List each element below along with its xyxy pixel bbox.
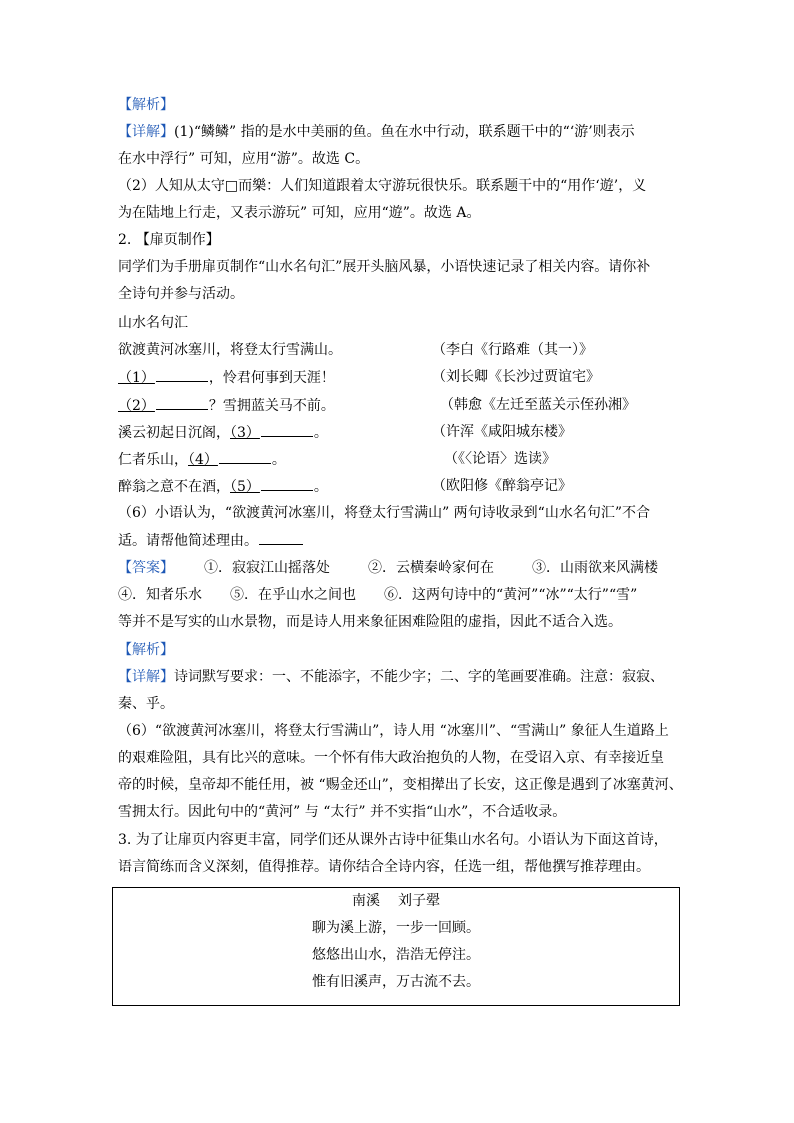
answer-line-3: 等并不是写实的山水景物，而是诗人用来象征困难险阻的虚指，因此不适合入选。 xyxy=(118,614,622,630)
poem-row-0-source: （李白《行路难（其一）》 xyxy=(432,342,593,358)
answer-1: ①．寂寂江山摇落处 xyxy=(204,560,330,576)
detail-line-2: 在水中浮行” 可知，应用“游”。故选 C。 xyxy=(118,151,370,167)
question-3-line-1: 3. 为了让扉页内容更丰富，同学们还从课外古诗中征集山水名句。小语认为下面这首诗， xyxy=(118,832,668,848)
poem-row-3-source: （许浑《咸阳城东楼》 xyxy=(432,424,572,440)
detail-label-1: 【详解】 xyxy=(118,124,174,140)
poem-row-4-end: 。 xyxy=(271,452,286,468)
analysis-2-line-3: （6）“欲渡黄河冰塞川，将登太行雪满山”，诗人用 “冰塞川”、“雪满山” 象征人生道路上 xyxy=(118,723,669,739)
analysis-header-1: 【解析】 xyxy=(118,97,174,113)
detail-line-4: 为在陆地上行走，又表示游玩” 可知，应用“遊”。故选 A。 xyxy=(118,205,481,221)
blank-3 xyxy=(261,422,313,437)
poem-row-1-text: ，怜君何事到天涯！ xyxy=(208,370,335,386)
blank-5 xyxy=(261,476,313,491)
blank-1-label: （1） xyxy=(118,370,155,386)
detail-line-3: （2）人知从太守□而樂：人们知道跟着太守游玩很快乐。联系题干中的“用作‘遊’，义 xyxy=(118,178,647,194)
poem-title: 南溪 xyxy=(352,893,380,909)
blank-2-label: （2） xyxy=(118,398,155,414)
analysis-2-line-1 xyxy=(118,667,664,687)
analysis-2-text-1: 诗词默写要求：一、不能添字，不能少字；二、字的笔画要准确。注意：寂寂、 xyxy=(174,669,664,685)
detail-text-1: (1)“鳞鳞” 指的是水中美丽的鱼。鱼在水中行动，联系题干中的“‘游’则表示 xyxy=(174,124,635,140)
poem-row-5 xyxy=(118,476,328,497)
answer-6: ⑥．这两句诗中的“黄河”“冰”“太行”“雪” xyxy=(384,587,638,603)
poem-row-5-end: 。 xyxy=(313,479,328,495)
blank-5-label: （5） xyxy=(230,479,260,495)
poem-row-0-text: 欲渡黄河冰塞川，将登太行雪满山。 xyxy=(118,342,342,358)
analysis-2-line-5: 帝的时候，皇帝却不能任用，被 “赐金还山”，变相撵出了长安，这正像是遇到了冰塞黄河、 xyxy=(118,777,683,793)
blank-3-label: （3） xyxy=(230,425,260,441)
poem-row-5-source: （欧阳修《醉翁亭记》 xyxy=(432,478,572,494)
answer-line-2 xyxy=(118,585,637,605)
poem-row-3 xyxy=(118,422,328,443)
poem-box xyxy=(112,887,680,1006)
answer-4: ④．知者乐水 xyxy=(118,587,202,603)
answer-2: ②．云横秦岭家何在 xyxy=(368,560,494,576)
poem-row-2 xyxy=(118,395,335,416)
analysis-2-line-6: 雪拥太行。因此句中的“黄河” 与 “太行” 并不实指“山水”，不合适收录。 xyxy=(118,804,567,820)
poem-row-3-end: 。 xyxy=(313,425,328,441)
poem-row-0 xyxy=(118,340,342,360)
detail-line-1 xyxy=(118,122,635,142)
poem-row-4 xyxy=(118,449,286,470)
question-6-line-1: （6）小语认为，“欲渡黄河冰塞川，将登太行雪满山” 两句诗收录到“山水名句汇”不合 xyxy=(118,505,650,521)
poem-line-1: 聊为溪上游，一步一回顾。 xyxy=(312,920,480,936)
poem-line-2: 悠悠出山水，浩浩无停注。 xyxy=(312,947,480,963)
poem-row-2-text: ？雪拥蓝关马不前。 xyxy=(208,398,335,414)
answer-3: ③．山雨欲来风满楼 xyxy=(532,560,658,576)
answer-label: 【答案】 xyxy=(118,560,174,576)
poem-row-1 xyxy=(118,367,335,388)
question-2-heading: 山水名句汇 xyxy=(118,315,188,331)
poem-row-4-source: （《〈论语〉选读》 xyxy=(444,451,556,467)
poem-author: 刘子翚 xyxy=(398,893,440,909)
blank-6 xyxy=(259,530,303,545)
question-2-intro-2: 全诗句并参与活动。 xyxy=(118,286,244,302)
poem-row-4-text: 仁者乐山， xyxy=(118,452,188,468)
poem-row-3-text: 溪云初起日沉阁， xyxy=(118,425,230,441)
question-3-line-2: 语言简练而含义深刻，值得推荐。请你结合全诗内容，任选一组，帮他撰写推荐理由。 xyxy=(118,859,650,875)
poem-row-2-source: （韩愈《左迁至蓝关示侄孙湘》 xyxy=(440,397,636,413)
analysis-header-2: 【解析】 xyxy=(118,642,174,658)
answer-5: ⑤．在乎山水之间也 xyxy=(230,587,356,603)
blank-2 xyxy=(156,395,208,410)
poem-row-5-text: 醉翁之意不在酒， xyxy=(118,479,230,495)
question-2-title: 2. 【扉页制作】 xyxy=(118,232,220,248)
analysis-2-line-4: 的艰难险阻，具有比兴的意味。一个怀有伟大政治抱负的人物，在受诏入京、有幸接近皇 xyxy=(118,750,664,766)
poem-title-line xyxy=(113,891,679,911)
blank-4 xyxy=(219,449,271,464)
poem-row-1-source: （刘长卿《长沙过贾谊宅》 xyxy=(432,369,600,385)
detail-label-2: 【详解】 xyxy=(118,669,174,685)
question-2-intro-1: 同学们为手册扉页制作“山水名句汇”展开头脑风暴，小语快速记录了相关内容。请你补 xyxy=(118,259,651,275)
blank-1 xyxy=(156,367,208,382)
poem-line-3: 惟有旧溪声，万古流不去。 xyxy=(312,974,480,990)
blank-4-label: （4） xyxy=(188,452,218,468)
question-6-text: 适。请帮他简述理由。 xyxy=(118,533,258,549)
question-6-line-2 xyxy=(118,530,304,551)
answer-line-1 xyxy=(118,558,658,578)
analysis-2-line-2: 秦、乎。 xyxy=(118,696,174,712)
